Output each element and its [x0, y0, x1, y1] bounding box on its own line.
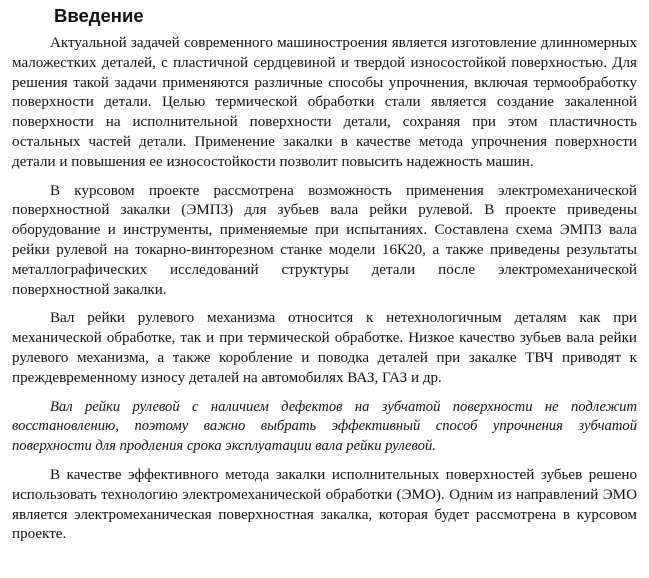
paragraph-intro: Актуальной задачей современного машиностроения является изготовление длинномерных маложестких деталей, с пластичной сердцевиной и твердой износостойкой поверхностью. Для решения такой задачи применяются различные способы упрочнения, включая термообработку поверхности детали. Целью термической обработки стали является создание закаленной поверхности на исполнительной поверхности детали, сохраняя при этом пластичность остальных частей детали. Применение закалки в качестве метода упрочнения поверхности детали и повышения ее износостойкости позволит повысить надежность машин.: [12, 35, 637, 170]
paragraph-rack-shaft: Вал рейки рулевого механизма относится к нетехнологичным деталям как при механической обработке, так и при термической обработке. Низкое качество зубьев вала рейки рулевого механизма, а также коробление и поводка деталей при закалке ТВЧ приводят к преждевременному износу деталей на автомобилях ВАЗ, ГАЗ и др.: [12, 310, 637, 386]
paragraph-defects-italic: Вал рейки рулевой с наличием дефектов на зубчатой поверхности не подлежит восстановлению, поэтому важно выбрать эффективный способ упрочнения зубчатой поверхности для продления срока эксплуатации вала рейки рулевой.: [12, 398, 637, 455]
paragraph-project-scope: В курсовом проекте рассмотрена возможность применения электромеханической поверхностной закалки (ЭМПЗ) для зубьев вала рейки рулевой. В проекте приведены оборудование и инструменты, применяемые при испытаниях. Составлена схема ЭМПЗ вала рейки рулевой на токарно-винторезном станке модели 16К20, а также приведены результаты металлографических исследований структуры детали после электромеханической поверхностной закалки.: [12, 182, 637, 298]
section-heading: Введение: [54, 5, 144, 26]
paragraph-method: В качестве эффективного метода закалки исполнительных поверхностей зубьев решено использовать технологию электромеханической обработки (ЭМО). Одним из направлений ЭМО является электромеханическая поверхностная закалка, которая будет рассмотрена в курсовом проекте.: [12, 466, 637, 543]
